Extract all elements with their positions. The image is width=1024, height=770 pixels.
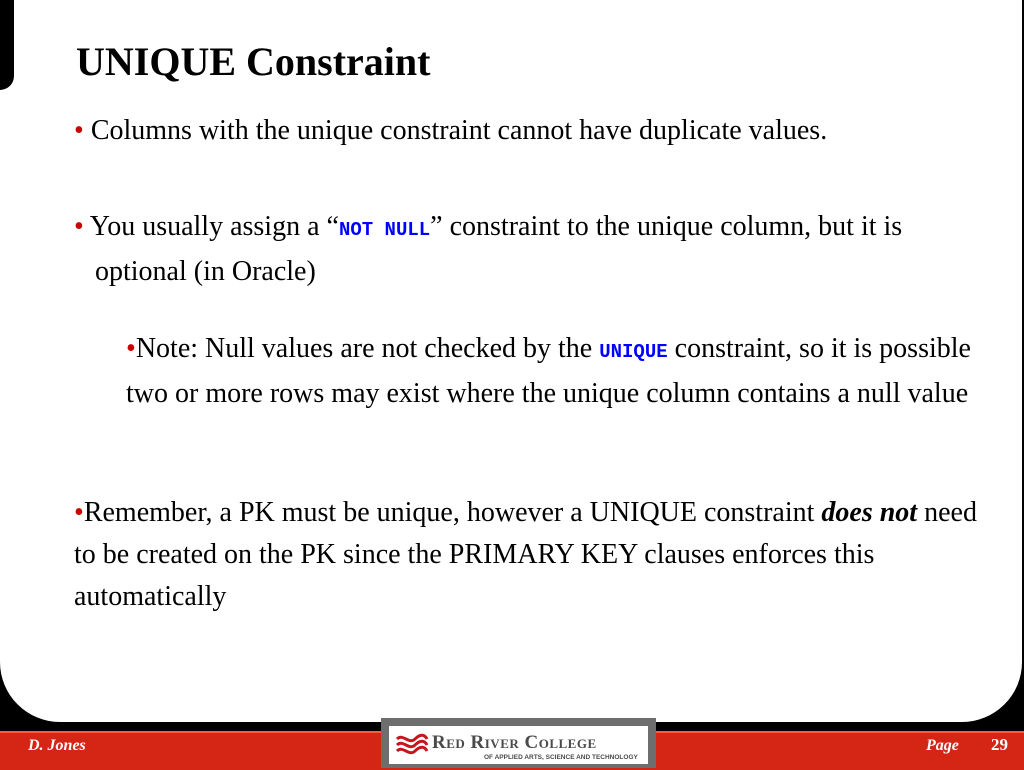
footer-page-label: Page	[926, 737, 959, 754]
bullet-remember	[74, 492, 1004, 618]
code-not-null: NOT NULL	[338, 219, 431, 241]
bullet-text-end: ” constraint to the unique column, but it is optional (in Oracle)	[95, 211, 903, 287]
bullet-unique-duplicates	[74, 110, 965, 152]
footer-page-number: 29	[991, 735, 1008, 754]
bullet-text: Columns with the unique constraint cannot have duplicate values.	[90, 115, 828, 146]
remember-text-end: need to be created on the PK since the PRIMARY KEY clauses enforces this automatically	[74, 497, 977, 612]
emphasis-does-not: does not	[821, 497, 918, 528]
rrc-wave-logo-icon	[395, 731, 429, 757]
logo-subtitle: OF APPLIED ARTS, SCIENCE AND TECHNOLOGY	[484, 754, 638, 761]
bullet-marker: •	[74, 497, 84, 528]
note-text-start: Note: Null values are not checked by the	[135, 333, 600, 364]
bullet-marker: •	[74, 211, 84, 242]
bullet-marker: •	[126, 333, 136, 364]
slide-title: UNIQUE Constraint	[76, 39, 431, 84]
bullet-marker: •	[74, 115, 84, 146]
slide-corner-decoration	[952, 0, 1022, 80]
bullet-text-start: You usually assign a “	[89, 211, 339, 242]
note-text-end: constraint, so it is possible two or more rows may exist where the unique column contains a null value	[126, 333, 971, 409]
code-unique: UNIQUE	[599, 341, 668, 363]
bullet-not-null	[74, 206, 975, 293]
remember-text-start: Remember, a PK must be unique, however a UNIQUE constraint	[83, 497, 822, 528]
logo-title: Red River College	[432, 732, 597, 753]
footer-author: D. Jones	[28, 737, 86, 754]
sub-bullet-note	[126, 328, 986, 415]
